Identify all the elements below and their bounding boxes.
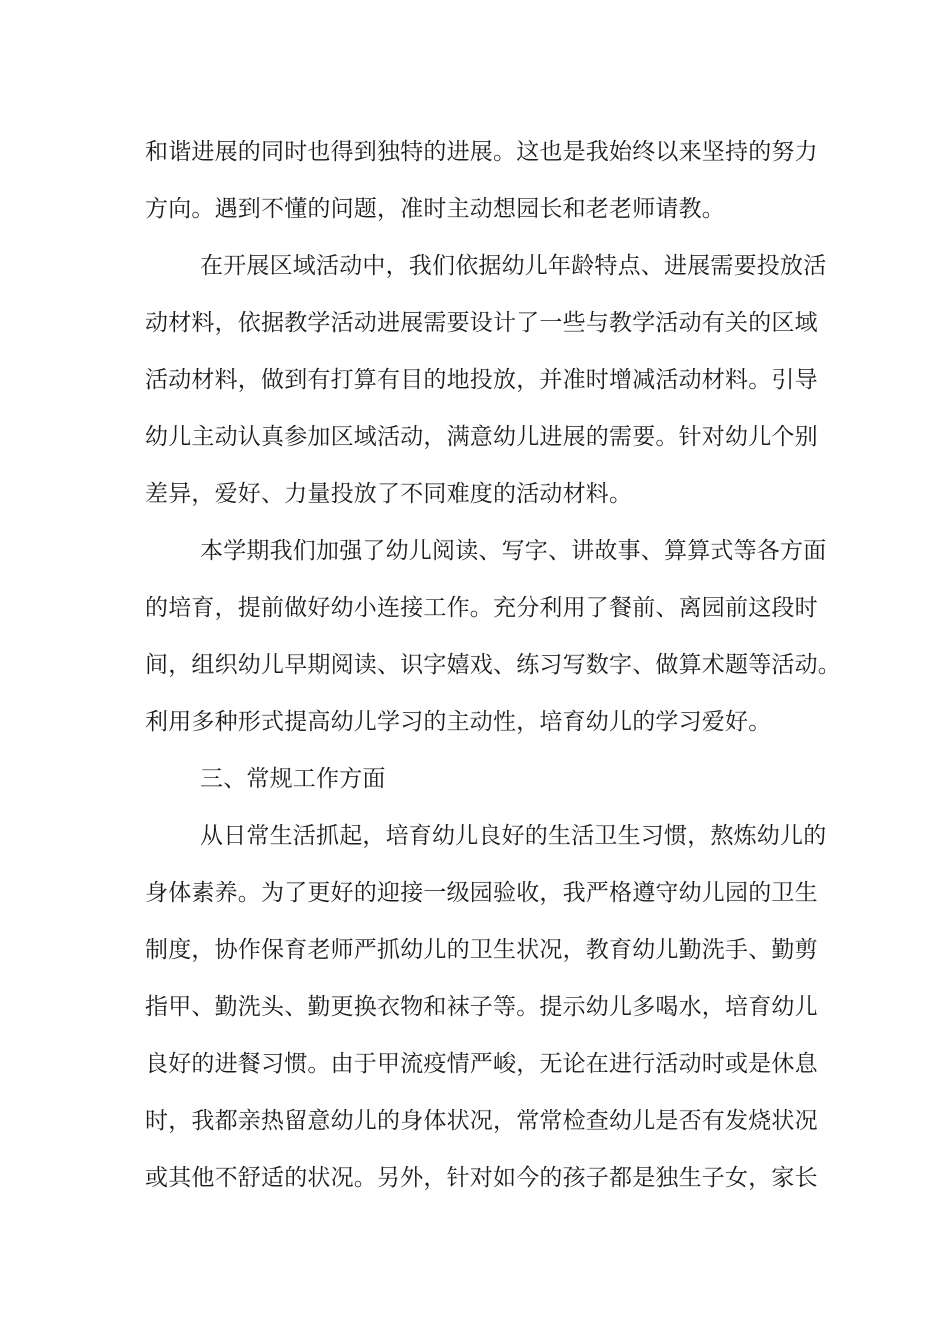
paragraph-line: 和谐进展的同时也得到独特的进展。这也是我始终以来坚持的努力 bbox=[145, 139, 818, 165]
paragraph-line: 良好的进餐习惯。由于甲流疫情严峻，无论在进行活动时或是休息 bbox=[145, 1051, 818, 1077]
paragraph-line: 指甲、勤洗头、勤更换衣物和袜子等。提示幼儿多喝水，培育幼儿 bbox=[145, 994, 818, 1020]
paragraph-line: 在开展区域活动中，我们依据幼儿年龄特点、进展需要投放活 bbox=[200, 253, 827, 279]
paragraph-line: 的培育，提前做好幼小连接工作。充分利用了餐前、离园前这段时 bbox=[145, 595, 818, 621]
paragraph-line: 制度，协作保育老师严抓幼儿的卫生状况，教育幼儿勤洗手、勤剪 bbox=[145, 937, 818, 963]
section-heading: 三、常规工作方面 bbox=[200, 766, 386, 792]
paragraph-line: 利用多种形式提高幼儿学习的主动性，培育幼儿的学习爱好。 bbox=[145, 709, 772, 735]
paragraph-line: 幼儿主动认真参加区域活动，满意幼儿进展的需要。针对幼儿个别 bbox=[145, 424, 818, 450]
paragraph-line: 间，组织幼儿早期阅读、识字嬉戏、练习写数字、做算术题等活动。 bbox=[145, 652, 841, 678]
paragraph-line: 差异，爱好、力量投放了不同难度的活动材料。 bbox=[145, 481, 633, 507]
paragraph-line: 动材料，依据教学活动进展需要设计了一些与教学活动有关的区域 bbox=[145, 310, 818, 336]
paragraph-line: 活动材料，做到有打算有目的地投放，并准时增减活动材料。引导 bbox=[145, 367, 818, 393]
paragraph-line: 或其他不舒适的状况。另外，针对如今的孩子都是独生子女，家长 bbox=[145, 1165, 818, 1191]
paragraph-line: 方向。遇到不懂的问题，准时主动想园长和老老师请教。 bbox=[145, 196, 725, 222]
paragraph-line: 本学期我们加强了幼儿阅读、写字、讲故事、算算式等各方面 bbox=[200, 538, 827, 564]
paragraph-line: 时，我都亲热留意幼儿的身体状况，常常检查幼儿是否有发烧状况 bbox=[145, 1108, 818, 1134]
paragraph-line: 身体素养。为了更好的迎接一级园验收，我严格遵守幼儿园的卫生 bbox=[145, 880, 818, 906]
paragraph-line: 从日常生活抓起，培育幼儿良好的生活卫生习惯，熬炼幼儿的 bbox=[200, 823, 827, 849]
